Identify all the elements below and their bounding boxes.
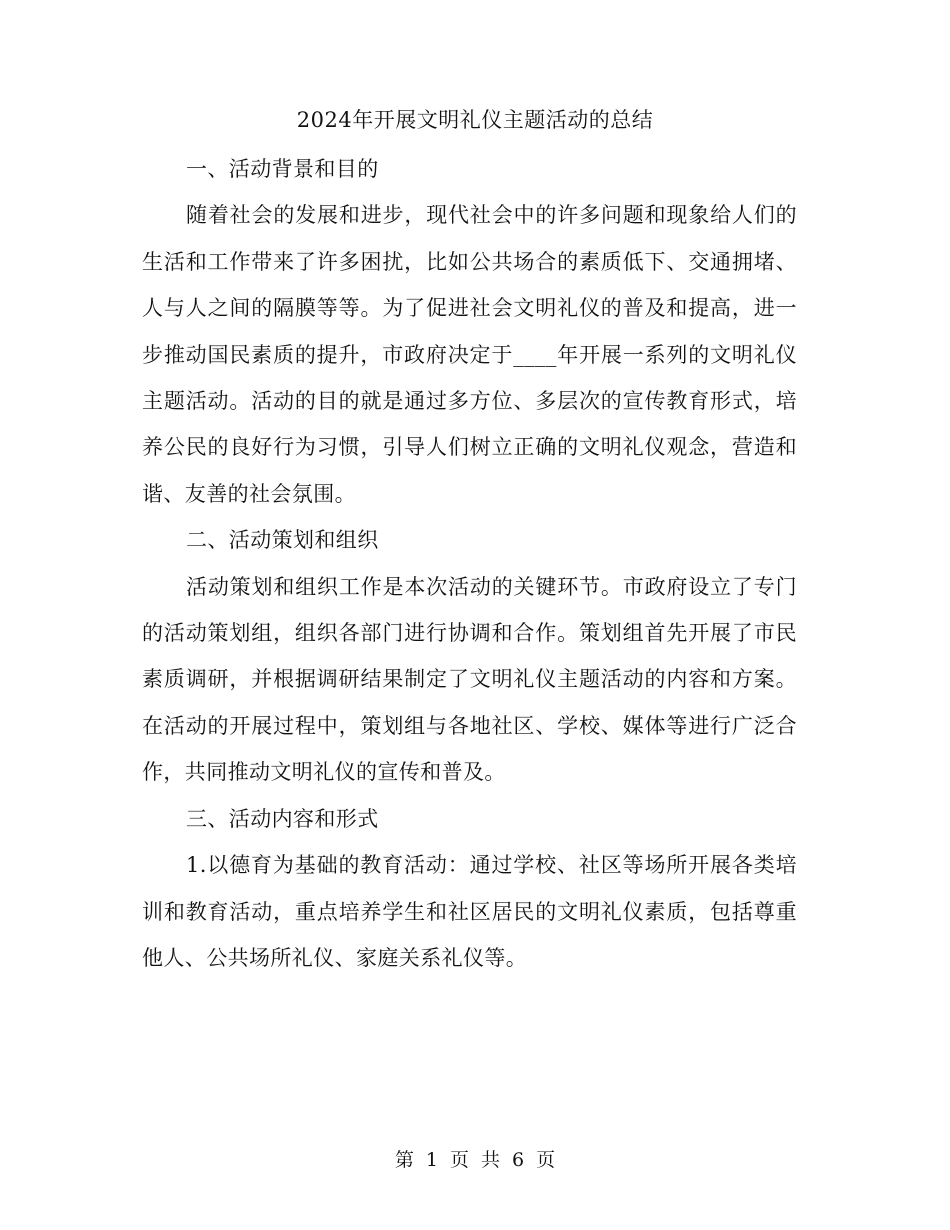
- section-heading-planning: 二、活动策划和组织: [186, 528, 379, 553]
- section-heading-background: 一、活动背景和目的: [186, 157, 379, 181]
- paragraph-content-item-1: 1.以德育为基础的教育活动：通过学校、社区等场所开展各类培训和教育活动，重点培养学生和社区居民的文明礼仪素质，包括尊重他人、公共场所礼仪、家庭关系礼仪等。: [142, 853, 797, 970]
- section-heading-content: 三、活动内容和形式: [186, 806, 379, 831]
- document-title: 2024年开展文明礼仪主题活动的总结: [296, 108, 654, 132]
- document-body: [142, 146, 797, 981]
- paragraph-background: 随着社会的发展和进步，现代社会中的许多问题和现象给人们的生活和工作带来了许多困扰，比如公共场合的素质低下、交通拥堵、人与人之间的隔膜等等。为了促进社会文明礼仪的普及和提高，进一步推动国民素质的提升，市政府决定于____年开展一系列的文明礼仪主题活动。活动的目的就是通过多方位、多层次的宣传教育形式，培养公民的良好行为习惯，引导人们树立正确的文明礼仪观念，营造和谐、友善的社会氛围。: [142, 203, 797, 506]
- paragraph-planning: 活动策划和组织工作是本次活动的关键环节。市政府设立了专门的活动策划组，组织各部门进行协调和合作。策划组首先开展了市民素质调研，并根据调研结果制定了文明礼仪主题活动的内容和方案。在活动的开展过程中，策划组与各地社区、学校、媒体等进行广泛合作，共同推动文明礼仪的宣传和普及。: [142, 574, 797, 785]
- page-number-footer: 第 1 页 共 6 页: [394, 1149, 556, 1171]
